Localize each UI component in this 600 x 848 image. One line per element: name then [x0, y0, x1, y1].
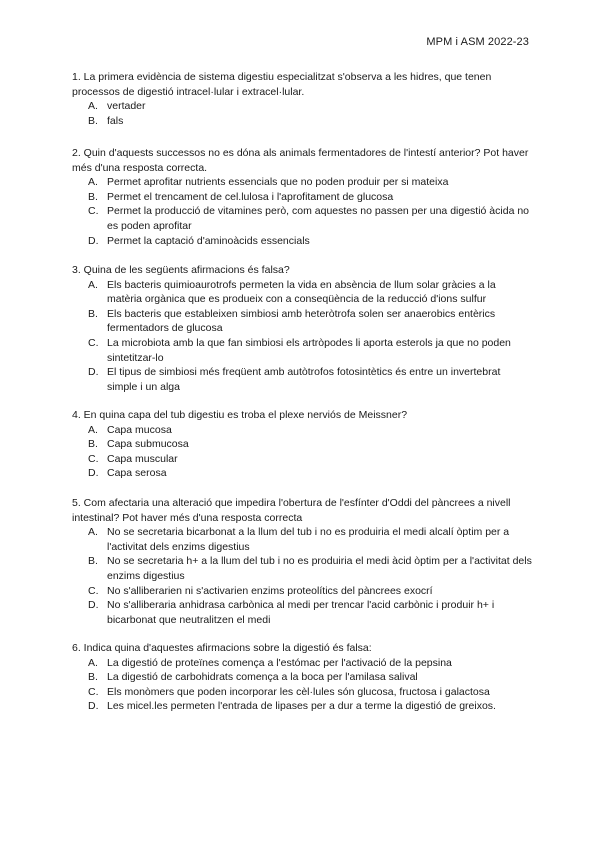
question-4 [72, 408, 532, 481]
question-text: 2. Quin d'aquests successos no es dóna als animals fermentadores de l'intestí anterior? Pot haver més d'una resposta correcta. [72, 147, 529, 174]
option-a: A. La digestió de proteïnes comença a l'estómac per l'activació de la pepsina [88, 656, 452, 669]
options-list [72, 175, 532, 248]
option-c: C. La microbiota amb la que fan simbiosi els artròpodes li aporta esterols ja que no poden sintetitzar-lo [88, 336, 511, 364]
option-b: B. Capa submucosa [88, 438, 189, 451]
option-b: B. La digestió de carbohidrats comença a la boca per l'amilasa salival [88, 671, 418, 684]
option-a: A. No se secretaria bicarbonat a la llum del tub i no es produiria el medi alcalí òptim per a l'activitat dels enzims digestius [88, 526, 510, 553]
option-c: C. Capa muscular [88, 452, 178, 465]
option-a: A. vertader [88, 100, 146, 113]
option-d: D. El tipus de simbiosi més freqüent amb autòtrofos fotosintètics és entre un invertebrat simple i un alga [88, 366, 501, 393]
options-list [72, 99, 532, 128]
option-a: A. Els bacteris quimioaurotrofs permeten la vida en absència de llum solar gràcies a la matèria orgànica que es produeix con a conseqüència de la reducció d'ions sulfur [88, 278, 496, 306]
question-1 [72, 70, 532, 128]
option-b: B. No se secretaria h+ a la llum del tub i no es produiria el medi àcid òptim per a l'activitat dels enzims digestius [88, 555, 532, 582]
options-list [72, 656, 532, 714]
option-d: D. Les micel.les permeten l'entrada de lipases per a dur a terme la digestió de greixos. [88, 700, 496, 713]
option-b: B. fals [88, 114, 124, 127]
option-d: D. Permet la captació d'aminoàcids essencials [88, 234, 310, 247]
question-6 [72, 641, 532, 714]
option-b: B. Els bacteris que estableixen simbiosi amb heteròtrofa solen ser anaerobics entèrics fermentadors de glucosa [88, 307, 496, 335]
option-a: A. Permet aprofitar nutrients essencials que no poden produir per si mateixa [88, 176, 449, 189]
question-text: 1. La primera evidència de sistema digestiu especialitzat s'observa a les hidres, que tenen processos de digestió intracel·lular i extracel·lular. [72, 71, 492, 98]
option-c: C. Permet la producció de vitamines però, com aquestes no passen per una digestió àcida no es poden aprofitar [88, 205, 529, 232]
option-c: C. No s'alliberarien ni s'activarien enzims proteolítics del pàncrees exocrí [88, 584, 433, 597]
options-list [72, 423, 532, 481]
option-c: C. Els monòmers que poden incorporar les cèl·lules són glucosa, fructosa i galactosa [88, 685, 490, 698]
option-d: D. No s'alliberaria anhidrasa carbònica al medi per trencar l'acid carbònic i produir h+ i bicarbonat que neutralitzen el medi [88, 599, 495, 626]
question-3 [72, 263, 532, 394]
option-a: A. Capa mucosa [88, 423, 172, 436]
question-text: 6. Indica quina d'aquestes afirmacions sobre la digestió és falsa: [72, 642, 372, 654]
question-text: 3. Quina de les següents afirmacions és falsa? [72, 264, 290, 276]
question-text: 4. En quina capa del tub digestiu es troba el plexe nerviós de Meissner? [72, 409, 408, 421]
option-d: D. Capa serosa [88, 467, 167, 480]
question-2 [72, 146, 532, 248]
options-list [72, 525, 532, 627]
options-list [72, 278, 532, 395]
page-header: MPM i ASM 2022-23 [426, 36, 529, 48]
question-text: 5. Com afectaria una alteració que impedira l'obertura de l'esfínter d'Oddi del pàncrees a nivell intestinal? Pot haver més d'una resposta correcta [72, 497, 511, 524]
option-b: B. Permet el trencament de cel.lulosa i l'aprofitament de glucosa [88, 190, 394, 203]
question-5 [72, 496, 532, 627]
